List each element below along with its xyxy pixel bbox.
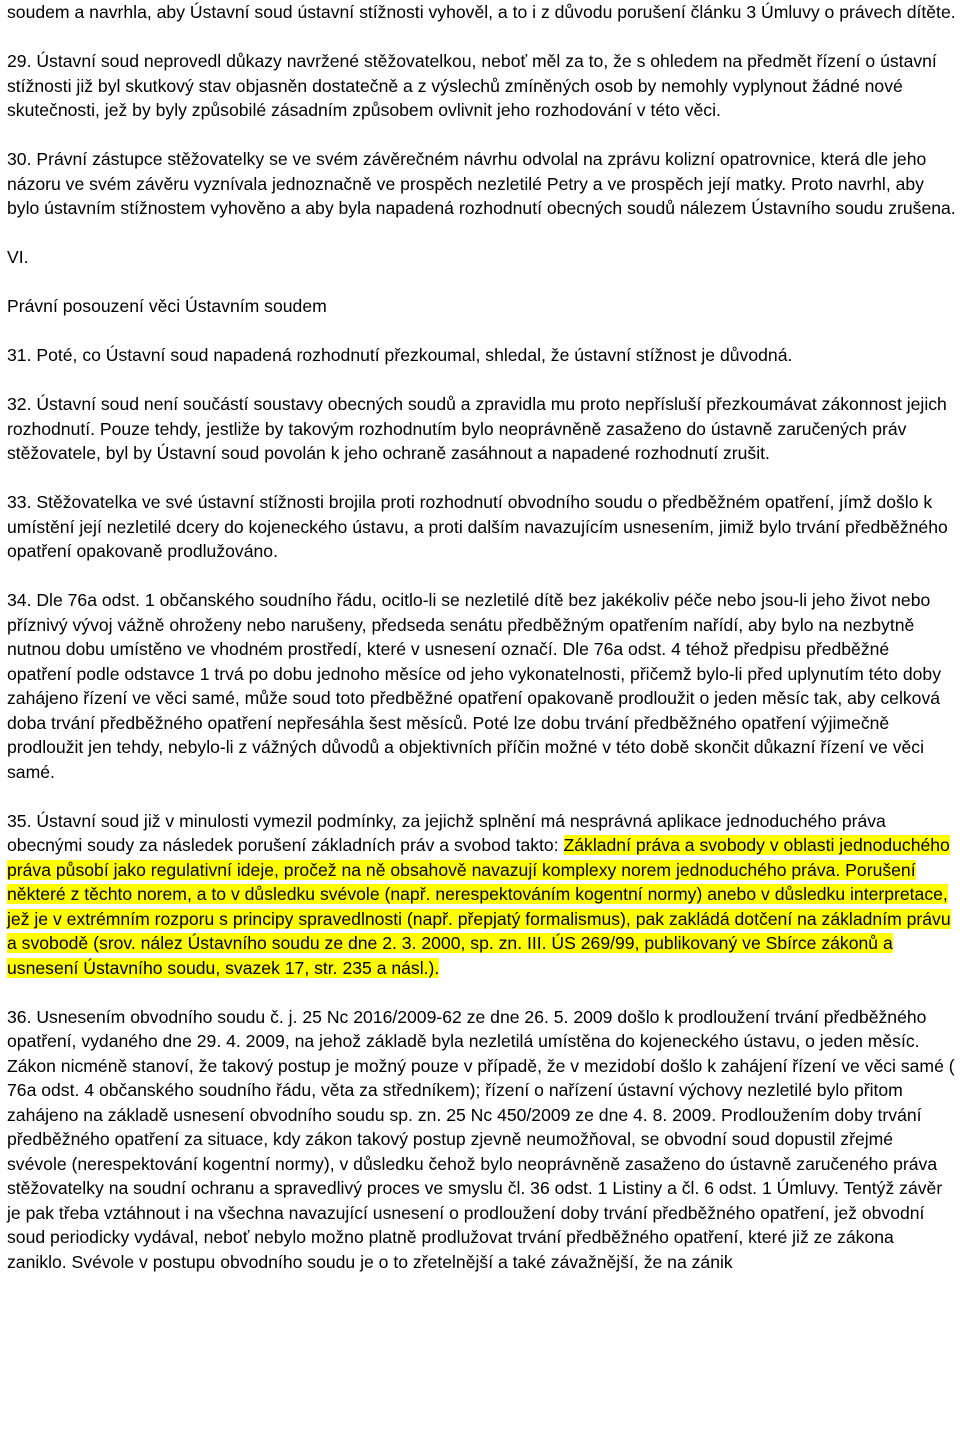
document-page: [7, 0, 957, 1299]
paragraph-32: 32. Ústavní soud není součástí soustavy obecných soudů a zpravidla mu proto nepřísluší přezkoumávat zákonnost jejich rozhodnutí. Pouze tehdy, jestliže by takovým rozhodnutím bylo neoprávněně zasaženo do ústavně zaručených práv stěžovatele, byl by Ústavní soud povolán k jeho ochraně zasáhnout a napadené rozhodnutí zrušit.: [7, 394, 947, 463]
paragraph-34: 34. Dle 76a odst. 1 občanského soudního řádu, ocitlo-li se nezletilé dítě bez jakékoliv péče nebo jsou-li jeho život nebo příznivý vývoj vážně ohroženy nebo narušeny, předseda senátu předběžným opatřením nařídí, aby bylo na nezbytně nutnou dobu umístěno ve vhodném prostředí, které v usnesení označí. Dle 76a odst. 4 téhož předpisu předběžné opatření podle odstavce 1 trvá po dobu jednoho měsíce od jeho vykonatelnosti, přičemž bylo-li před uplynutím této doby zahájeno řízení ve věci samé, může soud toto předběžné opatření opakovaně prodloužit o jeden měsíc tak, aby celková doba trvání předběžného opatření nepřesáhla šest měsíců. Poté lze dobu trvání předběžného opatření výjimečně prodloužit jen tehdy, nebylo-li z vážných důvodů a objektivních příčin možné v této době skončit důkazní řízení ve věci samé.: [7, 590, 942, 782]
section-title: Právní posouzení věci Ústavním soudem: [7, 296, 327, 316]
paragraph-35-highlight: Základní práva a svobody v oblasti jednoduchého práva působí jako regulativní ideje, pročež na ně obsahově navazují komplexy norem jednoduchého práva. Porušení některé z těchto norem, a to v důsledku svévole (např. nerespektováním kogentní normy) anebo v důsledku interpretace, jež je v extrémním rozporu s principy spravedlnosti (např. přepjatý formalismus), pak zakládá dotčení na základním právu a svobodě (srov. nález Ústavního soudu ze dne 2. 3. 2000, sp. zn. III. ÚS 269/99, publikovaný ve Sbírce zákonů a usnesení Ústavního soudu, svazek 17, str. 235 a násl.).: [7, 835, 951, 978]
paragraph-33: 33. Stěžovatelka ve své ústavní stížnosti brojila proti rozhodnutí obvodního soudu o předběžném opatření, jímž došlo k umístění její nezletilé dcery do kojeneckého ústavu, a proti dalším navazujícím usnesením, jimiž bylo trvání předběžného opatření opakovaně prodlužováno.: [7, 492, 948, 561]
paragraph-36: 36. Usnesením obvodního soudu č. j. 25 Nc 2016/2009-62 ze dne 26. 5. 2009 došlo k prodloužení trvání předběžného opatření, vydaného dne 29. 4. 2009, na jehož základě byla nezletilá umístěna do kojeneckého ústavu, o jeden měsíc. Zákon nicméně stanoví, že takový postup je možný pouze v případě, že v mezidobí došlo k zahájení řízení ve věci samé ( 76a odst. 4 občanského soudního řádu, věta za středníkem); řízení o nařízení ústavní výchovy nezletilé bylo přitom zahájeno na základě usnesení obvodního soudu sp. zn. 25 Nc 450/2009 ze dne 4. 8. 2009. Prodloužením doby trvání předběžného opatření za situace, kdy zákon takový postup zjevně neumožňoval, se obvodní soud dopustil zřejmé svévole (nerespektování kogentní normy), v důsledku čehož bylo neoprávněně zasaženo do ústavně zaručeného práva stěžovatelky na soudní ochranu a spravedlivý proces ve smyslu čl. 36 odst. 1 Listiny a čl. 6 odst. 1 Úmluvy. Tentýž závěr je pak třeba vztáhnout i na všechna navazující usnesení o prodloužení doby trvání předběžného opatření, jež obvodní soud periodicky vydával, neboť nebylo možno platně prodlužovat trvání předběžného opatření, které již ze zákona zaniklo. Svévole v postupu obvodního soudu je o to zřetelnější a také závažnější, že na zánik: [7, 1006, 955, 1272]
paragraph-30: 30. Právní zástupce stěžovatelky se ve svém závěrečném návrhu odvolal na zprávu kolizní opatrovnice, která dle jeho názoru ve svém závěru vyznívala jednoznačně ve prospěch nezletilé Petry a ve prospěch její matky. Proto navrhl, aby bylo ústavním stížnostem vyhověno a aby byla napadená rozhodnutí obecných soudů nálezem Ústavního soudu zrušena.: [7, 149, 956, 218]
paragraph-29: 29. Ústavní soud neprovedl důkazy navržené stěžovatelkou, neboť měl za to, že s ohledem na předmět řízení o ústavní stížnosti již byl skutkový stav objasněn dostatečně a z výslechů zmíněných osob by nemohly vyplynout žádné nové skutečnosti, jež by byly způsobilé zásadním způsobem ovlivnit jeho rozhodování v této věci.: [7, 51, 937, 120]
paragraph-35-plain: 35. Ústavní soud již v minulosti vymezil podmínky, za jejichž splnění má nesprávná aplikace jednoduchého práva obecnými soudy za následek porušení základních práv a svobod takto:: [7, 810, 886, 855]
paragraph-35: [7, 809, 957, 981]
section-number: VI.: [7, 247, 29, 267]
paragraph-28-tail: soudem a navrhla, aby Ústavní soud ústavní stížnosti vyhověl, a to i z důvodu porušení článku 3 Úmluvy o právech dítěte.: [7, 2, 956, 22]
paragraph-31: 31. Poté, co Ústavní soud napadená rozhodnutí přezkoumal, shledal, že ústavní stížnost je důvodná.: [7, 345, 793, 365]
